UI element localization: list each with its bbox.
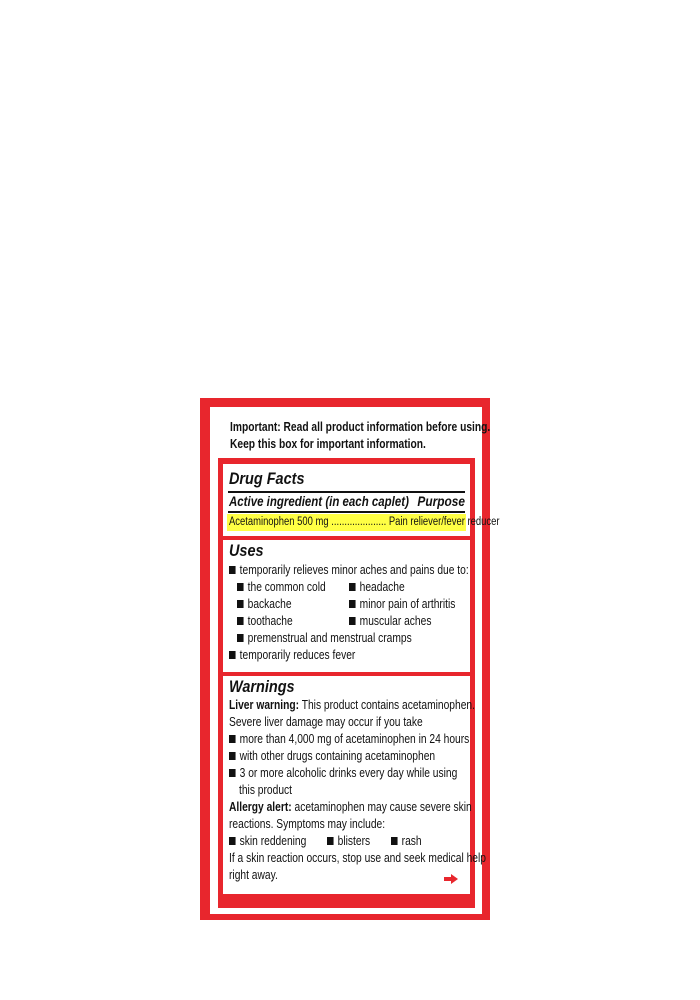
purpose-label: Purpose xyxy=(417,493,465,509)
uses-intro: temporarily relieves minor aches and pains due to: xyxy=(229,562,469,578)
list-item: temporarily reduces fever xyxy=(229,647,355,663)
bullet-icon xyxy=(229,651,236,659)
list-item: premenstrual and menstrual cramps xyxy=(237,630,412,646)
important-line-1: Important: Read all product information before using. xyxy=(230,420,491,434)
list-item: backache xyxy=(237,596,292,612)
bullet-icon xyxy=(237,634,244,642)
active-ingredient-section xyxy=(223,464,500,536)
bullet-icon xyxy=(391,837,398,845)
allergy-alert-cont: reactions. Symptoms may include: xyxy=(229,817,386,831)
important-line-2: Keep this box for important information. xyxy=(230,437,426,451)
active-ingredient-header xyxy=(229,493,465,509)
liver-warning-cont: Severe liver damage may occur if you take xyxy=(229,715,423,729)
list-item: muscular aches xyxy=(349,613,431,629)
list-item-cont: this product xyxy=(239,783,292,797)
bullet-icon xyxy=(237,583,244,591)
bullet-icon xyxy=(237,600,244,608)
bullet-icon xyxy=(229,752,236,760)
bullet-icon xyxy=(349,617,356,625)
list-item: skin reddening xyxy=(229,833,306,849)
skin-reaction-text-cont: right away. xyxy=(229,868,278,882)
drug-facts-panel xyxy=(218,458,500,908)
list-item: toothache xyxy=(237,613,293,629)
bullet-icon xyxy=(349,600,356,608)
list-item: the common cold xyxy=(237,579,326,595)
list-item: more than 4,000 mg of acetaminophen in 24 hours xyxy=(229,731,469,747)
list-item: minor pain of arthritis xyxy=(349,596,455,612)
drug-facts-title: Drug Facts xyxy=(229,469,305,488)
bullet-icon xyxy=(349,583,356,591)
warnings-section xyxy=(223,676,486,894)
skin-reaction-text: If a skin reaction occurs, stop use and seek medical help xyxy=(229,851,486,865)
box-inner xyxy=(210,407,500,914)
ingredient-line: Acetaminophen 500 mg ..................... Pain reliever/fever reducer xyxy=(229,516,500,528)
list-item: 3 or more alcoholic drinks every day while using xyxy=(229,765,457,781)
liver-warning: Liver warning: This product contains acetaminophen. xyxy=(229,698,475,712)
important-notice xyxy=(230,419,490,453)
uses-section xyxy=(223,540,470,672)
drug-facts-box xyxy=(200,398,500,920)
continue-arrow-icon xyxy=(444,874,458,884)
list-item: headache xyxy=(349,579,405,595)
ingredient-highlight xyxy=(227,514,500,531)
list-item: rash xyxy=(391,833,422,849)
ingredient-rule xyxy=(228,511,465,513)
bullet-icon xyxy=(327,837,334,845)
bullet-icon xyxy=(229,735,236,743)
bullet-icon xyxy=(229,566,236,574)
allergy-alert: Allergy alert: acetaminophen may cause severe skin xyxy=(229,800,472,814)
list-item: with other drugs containing acetaminophen xyxy=(229,748,435,764)
active-ingredient-label: Active ingredient (in each caplet) xyxy=(229,493,409,509)
warnings-title: Warnings xyxy=(229,677,295,696)
list-item: blisters xyxy=(327,833,370,849)
uses-title: Uses xyxy=(229,541,264,560)
bullet-icon xyxy=(237,617,244,625)
bullet-icon xyxy=(229,769,236,777)
bullet-icon xyxy=(229,837,236,845)
